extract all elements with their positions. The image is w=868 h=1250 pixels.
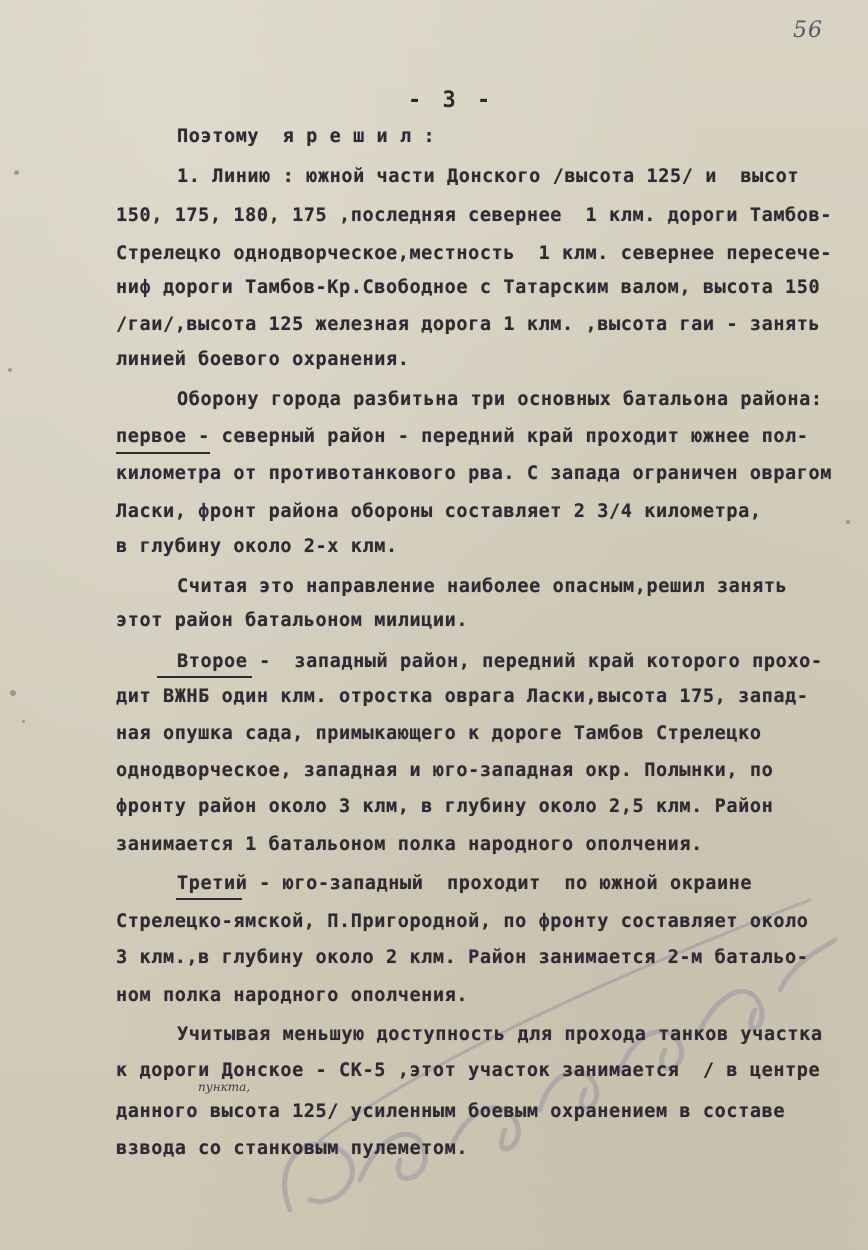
text-line: Стрелецко-ямской, П.Пригородной, по фронту составляет около <box>116 911 809 932</box>
text-line: ном полка народного ополчения. <box>116 985 469 1006</box>
heading-underline <box>157 676 252 678</box>
text-line: Поэтому я р е ш и л : <box>177 126 436 147</box>
text-line: 3 клм.,в глубину около 2 клм. Район занимается 2-м батальо- <box>116 947 809 968</box>
text-line: Оборону города разбитьна три основных батальона района: <box>177 389 823 410</box>
archive-page-number: 56 <box>793 18 823 43</box>
text-line: ниф дороги Тамбов-Кр.Свободное с Татарским валом, высота 150 <box>116 277 821 298</box>
text-line: фронту район около 3 клм, в глубину около 2,5 клм. Район <box>116 796 774 817</box>
paper-speck <box>10 690 16 696</box>
page-number: - 3 - <box>408 88 495 113</box>
paper-speck <box>8 368 12 372</box>
text-line: однодворческое, западная и юго-западная окр. Полынки, по <box>116 760 774 781</box>
text-line: этот район батальоном милиции. <box>116 610 469 631</box>
text-line: Учитывая меньшую доступность для прохода танков участка <box>177 1024 823 1045</box>
text-line: взвода со станковым пулеметом. <box>116 1138 469 1159</box>
text-line: данного высота 125/ усиленным боевым охранением в составе <box>116 1101 786 1122</box>
text-line: 150, 175, 180, 175 ,последняя севернее 1 клм. дороги Тамбов- <box>116 205 833 226</box>
paper-speck <box>22 720 25 723</box>
paper-speck <box>846 520 850 524</box>
text-line: Стрелецко однодворческое,местность 1 клм. севернее пересече- <box>116 243 833 264</box>
text-line: дит ВЖНБ один клм. отростка оврага Ласки,высота 175, запад- <box>116 686 809 707</box>
heading-underline <box>176 898 242 900</box>
handwritten-insertion: пункта, <box>198 1080 251 1094</box>
heading-underline <box>116 452 210 454</box>
text-line: линией боевого охранения. <box>116 349 410 370</box>
text-line: километра от противотанкового рва. С запада ограничен оврагом <box>116 463 833 484</box>
text-line: 1. Линию : южной части Донского /высота 125/ и высот <box>177 166 800 187</box>
text-line: Ласки, фронт района обороны составляет 2 3/4 километра, <box>116 501 762 522</box>
text-line: ная опушка сада, примыкающего к дороге Тамбов Стрелецко <box>116 723 762 744</box>
text-line: к дороги Донское - СК-5 ,этот участок занимается / в центре <box>116 1060 821 1081</box>
paper-speck <box>14 170 19 175</box>
text-line: первое - северный район - передний край проходит южнее пол- <box>116 426 809 447</box>
text-line: Третий - юго-западный проходит по южной окраине <box>177 873 753 894</box>
text-line: занимается 1 батальоном полка народного ополчения. <box>116 834 703 855</box>
text-line: в глубину около 2-х клм. <box>116 536 398 557</box>
text-line: /гаи/,высота 125 железная дорога 1 клм. ,высота гаи - занять <box>116 314 821 335</box>
text-line: Считая это направление наиболее опасным,решил занять <box>177 576 788 597</box>
text-line: Второе - западный район, передний край которого прохо- <box>177 651 823 672</box>
